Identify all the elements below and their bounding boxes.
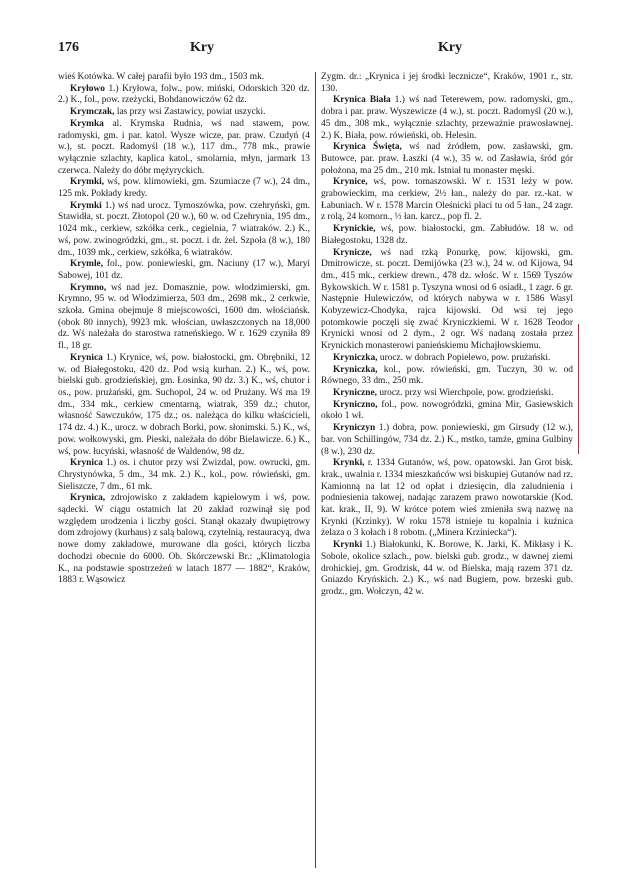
dictionary-entry [58,107,310,119]
entry-headword: Krynicze, [333,247,372,258]
dictionary-entry [58,177,310,200]
dictionary-entry [321,224,573,247]
dictionary-entry [321,142,573,177]
right-column [321,72,573,599]
entry-text: wś nad rzką Ponurkę, pow. kijowski, gm. Dmitrowicze, st. poczt. Demijówka (23 w.), 24 w. od Kijowa, 94 dm., 415 mk., cerkiew drewn., 478 dz. włośc. W r. 1569 Tyszów Bykowskich. W r. 1581 p. Tyszyna wnosi od 6 osiadł., 1 zagr. 6 gr. Następnie Hulewiczów, od których nabywa w r. 1586 Wasyl Kobyzewicz-Chodyka, rajca kijowski. Od wsi tej jego potomkowie poczęli się zwać Kryniczkiemi. W r. 1628 Teodor Krynicki wnosi od 2 dym., 2 ogr. Wś nadaną została przez Krynickich monasterowi panieńskiemu Michajłowskiemu. [321,247,573,352]
entry-text: 1.) wś nad Teterewem, pow. radomyski, gm., dobra i par. praw. Wyszewicze (4 w.), st. poczt. Radomyśl (20 w.), 45 dm., 308 mk., wyłącznie szlachty, przeważnie prawosławnej. 2.) K. Biała, pow. rówieński, ob. Helesin. [321,95,573,141]
entry-text: kol., pow. rówieński, gm. Tuczyn, 30 w. od Równego, 33 dm., 250 mk. [321,364,573,387]
running-headword-left: Kry [190,40,215,55]
entry-headword: Kryniczka, [333,364,378,375]
entry-text: wś nad źródłem, pow. zasławski, gm. Butowce, par. praw. Łaszki (4 w.), 35 w. od Zasławia, śród gór położona, ma 25 dm., 210 mk. Istniał tu monaster męski. [321,142,574,176]
entry-headword: Krynica, [70,493,106,504]
entry-text: urocz. w dobrach Popielewo, pow. prużański. [379,352,551,363]
entry-text: zdrojowisko z zakładem kąpielowym i wś, pow. sądecki. W ciągu ostatnich lat 20 zakład rozwinął się pod względem urodzenia i liczby gości. Stanął okazały dwupiętrowy dom zdrojowy (kurhaus) z salą balową, czytelnią, restauracyą, dwa nowe domy zakładowe, murowane dla gości, których liczba dochodzi obecnie do 6000. Ob. Skórczewski Br.: „Klimatologia K., na podstawie spostrzeżeń w latach 1877 — 1882“, Kraków, 1883 r. Wąsowicz [58,493,310,586]
entry-text: wś nad jez. Domasznie, pow. włodzimierski, gm. Krymno, 95 w. od Włodzimierza, 503 dm., 2698 mk., 2 cerkwie, szkoła. Gmina obejmuje 8 miejscowości, 1600 dm. włościańsk. (obok 80 innych), 9923 mk. włościan, uwłaszczonych na 18,000 dz. Wś należała do starostwa ratneńskiego. W r. 1629 czyniła 89 fl., 18 gr. [58,282,310,352]
entry-text: las przy wsi Zastawicy, powiat uszycki. [116,107,266,118]
dictionary-entry [58,259,310,282]
entry-headword: Krynica Święta, [333,142,402,153]
dictionary-entry [321,388,573,400]
dictionary-entry [321,423,573,458]
entry-text: fol., pow. nowogródzki, gmina Mir, Gasiewskich około 1 wł. [321,399,573,422]
entry-headword: Kryłowo [70,83,105,94]
left-column [58,72,310,587]
entry-text: urocz. przy wsi Wierchpole, pow. grodzieński. [379,387,554,398]
entry-text: wś, pow. klimowieki, gm. Szumiacze (7 w.), 24 dm., 125 mk. Pokłady kredy. [58,177,310,200]
entry-headword: Krymki, [70,177,105,188]
column-divider [315,72,316,868]
entry-headword: Krymno, [70,282,107,293]
entry-headword: Krynica [70,352,103,363]
dictionary-entry [321,540,573,599]
page-header [58,40,562,62]
entry-headword: Kryniczka, [333,352,378,363]
entry-text: 1.) Krynice, wś, pow. białostocki, gm. Obrębniki, 12 w. od Białegostoku, 420 dz. Pod wsią kurhan. 2.) K., wś, pow. bielski gub. grodzieńskiej, gm. Łosinka, 90 dz. 3.) K., wś, chutor i os., pow. prużański, gm. Suchopol, 24 w. od Prużany. Wś ma 19 dm., 334 mk., cerkiew cmentarną, wiatrak, 359 dz.; chutor, własność Sawczuków, 175 dz.; os. należąca do kilku właścicieli, 174 dz. 4.) K., urocz. w dobrach Borki, pow. słonimski. 5.) K., wś, pow. wołkowyski, gm. Pieski, należała do dóbr Bielawicze. 6.) K., wś, pow. łucyński, własność de Waldenów, 98 dz. [58,352,311,457]
dictionary-entry [58,283,310,353]
entry-text: wieś Kotówka. W całej parafii było 193 dm., 1503 mk. [58,72,265,82]
dictionary-entry [58,493,310,587]
entry-headword: Kryniczyn [333,423,376,434]
dictionary-entry [321,177,573,224]
dictionary-entry [58,119,310,178]
dictionary-entry [321,365,573,388]
entry-text: al. Krymska Rudnia, wś nad stawem, pow. radomyski, gm. i par. katol. Wysze wicze, par. praw. Czudyń (4 w.), st. poczt. Radomyśl (18 w.), 117 dm., 778 mk., prawie wyłącznie szlachty, kaplica katol., smolarnia, młyn, jarmark 13 czerwca. Należy do dóbr mężyryckich. [58,118,310,176]
dictionary-entry [58,458,310,493]
margin-red-mark [578,324,579,454]
entry-text: r. 1334 Gutanów, wś, pow. opatowski. Jan Grot bisk. krak., uwalnia r. 1334 mieszkańców wsi biskupiej Gutanów nad rz. Kamionną na lat 12 od opłat i dziesięcin, dla zaludnienia i podniesienia takowej, nadając zarazem prawo nowotarskie (Kod. kat. krak., II, 9). W krótce potem wieś zmieniła swą nazwę na Krynki (Krzinky). W roku 1578 istnieje tu kopalnia i kuźnica żelaza o 3 kołach i 8 robotn. („Minera Krzinieckа“). [321,458,573,539]
dictionary-entry [58,353,310,458]
dictionary-entry [321,72,573,95]
entry-headword: Krymczak, [70,107,115,118]
entry-headword: Krynica Biała [333,95,391,106]
page-number: 176 [58,40,79,55]
entry-text: 1.) os. i chutor przy wsi Zwizdal, pow. owrucki, gm. Chrystynówka, 5 dm., 34 mk. 2.) K., kol., pow. rówieński, gm. Sieliszcze, 7 dm., 61 mk. [58,458,310,492]
entry-headword: Krymki [70,200,102,211]
running-headword-right: Kry [438,40,463,55]
entry-headword: Krymka [70,118,104,129]
entry-headword: Krynica [70,458,103,469]
entry-text: wś, pow. białostocki, gm. Zabłudów. 18 w. od Białegostoku, 1328 dz. [321,224,573,246]
entry-text: Zygm. dr.: „Krynica i jej środki lecznicze“, Kraków, 1901 r., str. 130. [321,72,573,94]
dictionary-entry [321,353,573,365]
dictionary-entry [58,84,310,107]
dictionary-entry [321,248,573,353]
entry-text: 1.) Kryłowa, folw., pow. miński, Odorskich 320 dz. 2.) K., fol., pow. rzeżycki, Bohdanowiczów 62 dz. [58,83,311,106]
dictionary-entry [321,95,573,142]
entry-headword: Krynki, [333,458,365,469]
entry-text: wś, pow. tomaszowski. W r. 1531 leży w pow. grabowieckim, ma cerkiew, 2½ łan., należy do par. rz.-kat. w Łabuniach. W r. 1578 Marcin Oleśnicki płaci tu od 5 łan., 24 zagr. z rolą, 24 komorn., ⅓ łan. karcz., pop fl. 2. [321,177,573,223]
entry-text: 1.) wś nad urocz. Tymoszówka, pow. czehryński, gm. Stawidła, st. poczt. Złotopol (20 w.), 60 w. od Czehrynia, 195 dm., 1024 mk., cerkiew, szkółka cerk., cegielnia, 7 wiatraków. 2.) K., wś, pow. zwinogródzki, gm., st. poczt. i dr. żel. Szpoła (8 w.), 180 dm., 1039 mk., cerkiew, szkółka, 6 wiatraków. [58,200,310,258]
entry-headword: Kryniczno, [333,399,378,410]
dictionary-entry [58,72,310,84]
entry-text: 1.) Białokunki, K. Borowe, K. Jarki, K. Mikłasy i K. Sobole, okolice szlach., pow. bielski gub. grodz., w dawnej ziemi drohickiej, gm. Grodzisk, 44 w. od Bielska, mają razem 371 dz. Gniazdo Kryńskich. 2.) K., wś nad Bugiem, pow. brzeski gub. grodz., gm. Wołczyn, 42 w. [321,540,574,597]
entry-headword: Kryniczne, [333,387,378,398]
entry-text: fol., pow. poniewieski, gm. Naciuny (17 w.), Maryi Sabowej, 101 dz. [58,259,311,281]
dictionary-entry [321,400,573,423]
entry-headword: Krynickie, [333,224,376,235]
entry-text: 1.) dobra, pow. poniewieski, gm Girsudy (12 w.), bar. von Schillingów, 734 dz. 2.) K., mstko, tamże, gmina Gulbiny (8 w.), 230 dz. [321,423,574,457]
entry-headword: Krynice, [333,177,368,188]
entry-headword: Krynki [333,540,363,551]
dictionary-entry [321,458,573,540]
entry-headword: Krymle, [70,259,104,270]
dictionary-entry [58,201,310,260]
